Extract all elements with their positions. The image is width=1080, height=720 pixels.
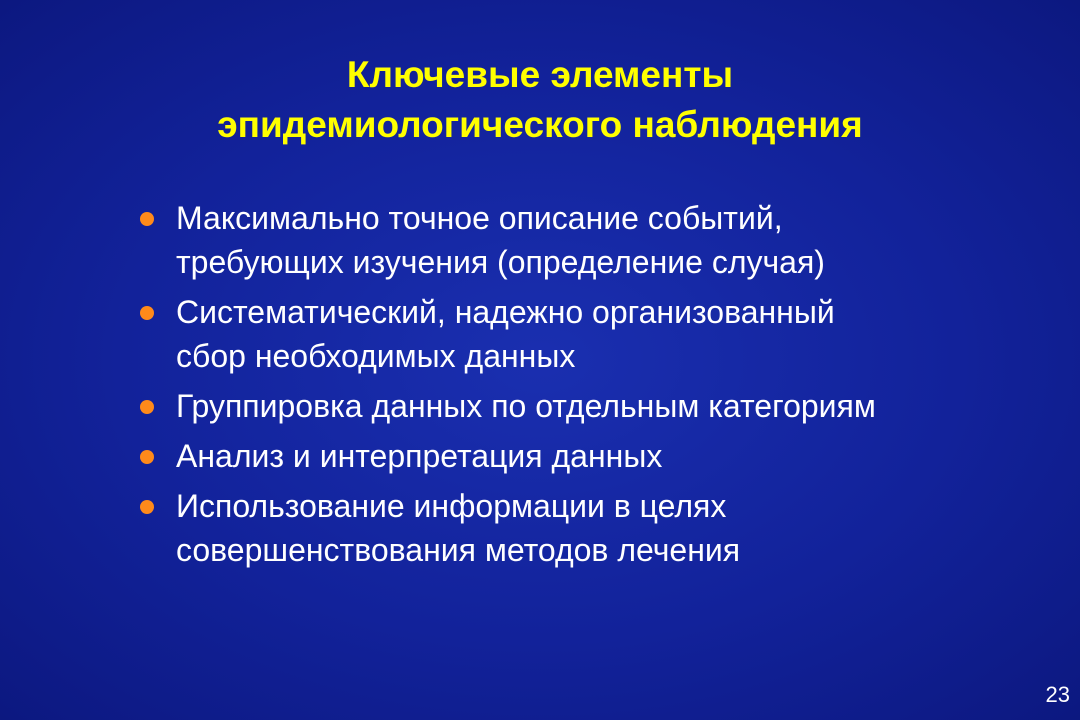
- bullet-line: совершенствования методов лечения: [176, 532, 741, 568]
- bullet-dot-icon: [140, 306, 154, 320]
- bullet-text: [176, 196, 1040, 284]
- bullet-text: [176, 484, 1040, 572]
- bullet-item-1: [140, 196, 1040, 284]
- bullet-dot-icon: [140, 500, 154, 514]
- slide-title-line-1: Ключевые элементы: [346, 54, 734, 95]
- slide-title: [0, 50, 1080, 150]
- bullet-line: Использование информации в целях: [176, 488, 727, 524]
- bullet-line: Систематический, надежно организованный: [176, 294, 835, 330]
- bullet-text: [176, 384, 1040, 428]
- bullet-line: Анализ и интерпретация данных: [176, 438, 663, 474]
- bullet-item-3: [140, 384, 1040, 428]
- bullet-text: [176, 290, 1040, 378]
- bullet-line: Группировка данных по отдельным категориям: [176, 388, 876, 424]
- bullet-text: [176, 434, 1040, 478]
- bullet-item-2: [140, 290, 1040, 378]
- bullet-list: [140, 196, 1040, 578]
- bullet-item-4: [140, 434, 1040, 478]
- page-number: 23: [1045, 682, 1070, 707]
- bullet-item-5: [140, 484, 1040, 572]
- bullet-line: сбор необходимых данных: [176, 338, 576, 374]
- bullet-dot-icon: [140, 450, 154, 464]
- bullet-dot-icon: [140, 212, 154, 226]
- bullet-dot-icon: [140, 400, 154, 414]
- slide-title-line-2: эпидемиологического наблюдения: [217, 104, 863, 145]
- bullet-line: Максимально точное описание событий,: [176, 200, 783, 236]
- bullet-line: требующих изучения (определение случая): [176, 244, 825, 280]
